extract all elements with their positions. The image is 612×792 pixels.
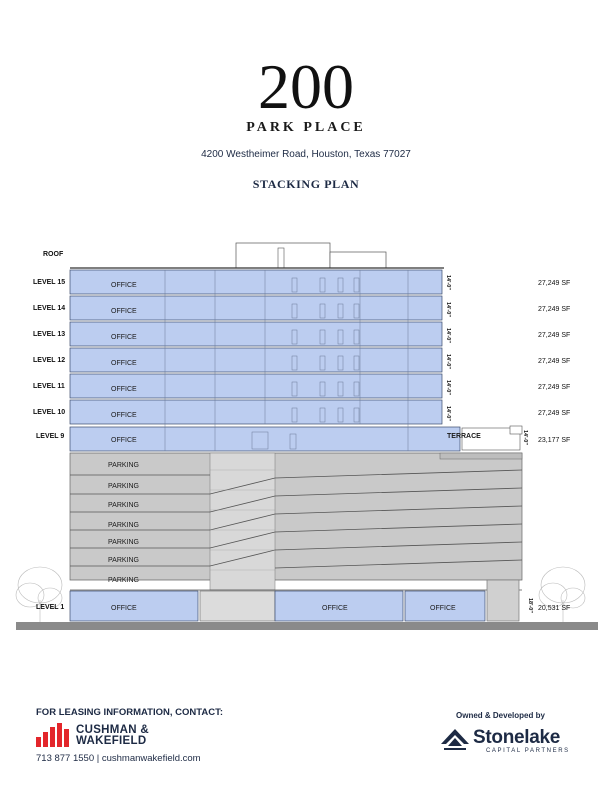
sf-value-15: 27,249 SF [538, 280, 571, 287]
use-label-office: OFFICE [111, 605, 137, 612]
use-label-office: OFFICE [111, 334, 137, 341]
level-label-roof: ROOF [43, 251, 64, 258]
level-label-11: LEVEL 11 [33, 383, 65, 390]
level-label-9: LEVEL 9 [36, 433, 65, 440]
floor-height-11: 14'-0" [445, 380, 451, 395]
floor-height-13: 14'-0" [445, 328, 451, 343]
sf-value-12: 27,249 SF [538, 358, 571, 365]
page-title: STACKING PLAN [252, 177, 360, 191]
use-label-office: OFFICE [111, 386, 137, 393]
owned-developed-label: Owned & Developed by [456, 711, 545, 720]
level-1-office [70, 580, 519, 621]
level-label-10: LEVEL 10 [33, 409, 66, 416]
use-label-office: OFFICE [111, 412, 137, 419]
sf-value-13: 27,249 SF [538, 332, 571, 339]
logo-number: 200 [258, 51, 354, 122]
floor-height-1: 18'-0" [527, 598, 533, 613]
use-label-parking: PARKING [108, 557, 139, 564]
use-label-parking: PARKING [108, 483, 139, 490]
floor-height-14: 14'-0" [445, 302, 451, 317]
floor-height-12: 14'-0" [445, 354, 451, 369]
contact-info[interactable]: 713 877 1550 | cushmanwakefield.com [36, 753, 201, 764]
level-label-15: LEVEL 15 [33, 279, 66, 286]
cushman-wakefield-logo-icon [36, 723, 72, 747]
use-label-parking: PARKING [108, 462, 139, 469]
use-label-office: OFFICE [111, 360, 137, 367]
level-label-14: LEVEL 14 [33, 305, 66, 312]
use-label-parking: PARKING [108, 522, 139, 529]
use-label-office: OFFICE [111, 437, 137, 444]
tree-right-icon [539, 567, 585, 622]
sf-value-10: 27,249 SF [538, 410, 571, 417]
sf-value-14: 27,249 SF [538, 306, 571, 313]
tree-left-icon [16, 567, 65, 622]
use-label-office: OFFICE [111, 308, 137, 315]
cushman-wakefield-name [76, 725, 149, 747]
sf-value-9: 23,177 SF [538, 437, 571, 444]
building-address: 4200 Westheimer Road, Houston, Texas 77027 [201, 149, 411, 160]
use-label-terrace: TERRACE [447, 433, 481, 440]
stonelake-subtitle: CAPITAL PARTNERS [486, 748, 570, 754]
use-label-parking: PARKING [108, 577, 139, 584]
building-elevation [0, 230, 612, 640]
sf-value-1: 20,531 SF [538, 605, 571, 612]
leasing-heading: FOR LEASING INFORMATION, CONTACT: [36, 707, 223, 718]
sf-value-11: 27,249 SF [538, 384, 571, 391]
use-label-parking: PARKING [108, 502, 139, 509]
level-label-1: LEVEL 1 [36, 604, 65, 611]
use-label-parking: PARKING [108, 539, 139, 546]
stonelake-logo-icon [440, 728, 470, 752]
ground-line [16, 622, 598, 630]
use-label-office: OFFICE [322, 605, 348, 612]
level-label-13: LEVEL 13 [33, 331, 66, 338]
floor-height-9: 14'-0" [522, 430, 528, 445]
level-label-12: LEVEL 12 [33, 357, 66, 364]
logo-name: PARK PLACE [246, 120, 366, 135]
use-label-office: OFFICE [430, 605, 456, 612]
stonelake-name: Stonelake [473, 727, 561, 748]
floor-height-15: 14'-0" [445, 275, 451, 290]
cw-line-1: CUSHMAN & [76, 724, 149, 736]
floor-height-10: 14'-0" [445, 406, 451, 421]
cw-line-2: WAKEFIELD [76, 735, 147, 747]
use-label-office: OFFICE [111, 282, 137, 289]
